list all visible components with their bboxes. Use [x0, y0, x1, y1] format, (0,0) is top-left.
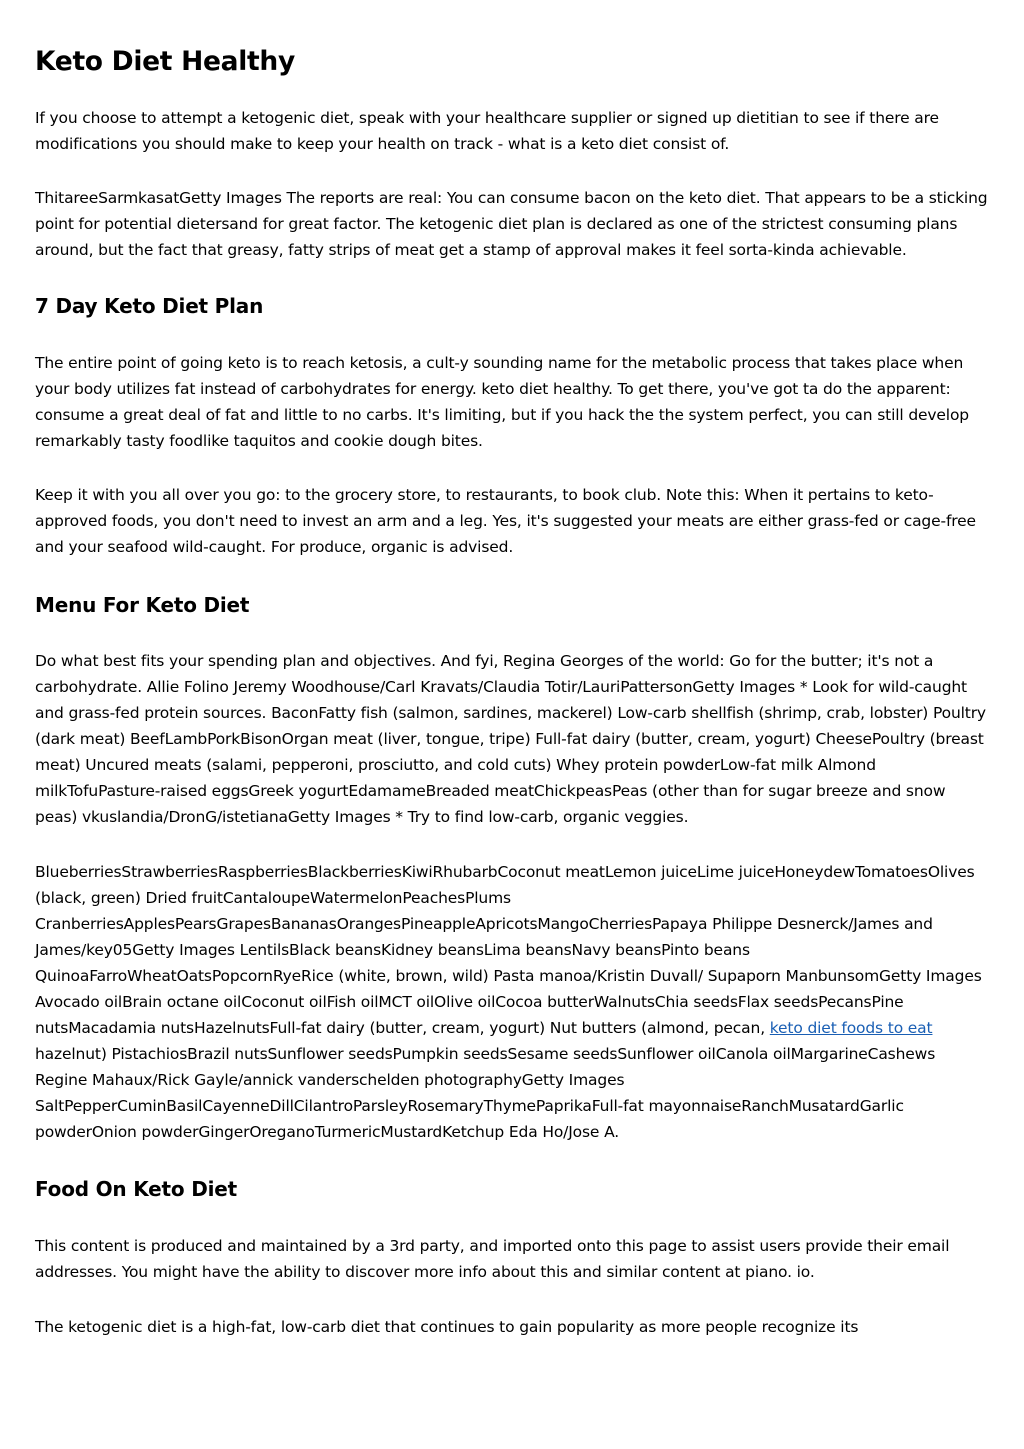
- section-heading-menu: Menu For Keto Diet: [35, 593, 250, 617]
- ketosis-paragraph: The entire point of going keto is to reach ketosis, a cult-y sounding name for the metabolic process that takes place when your body utilizes fat instead of carbohydrates for energy. keto diet healthy. To get there, you've got ta do the apparent: consume a great deal of fat and little to no carbs. It's limiting, but if you hack the the system perfect, you can still develop remarkably tasty foodlike taquitos and cookie dough bites.: [35, 354, 969, 450]
- foods-list-text-after: hazelnut) PistachiosBrazil nutsSunflower seedsPumpkin seedsSesame seedsSunflower oilCanola oilMargarineCashews Regine Mahaux/Rick Gayle/annick vanderschelden photographyGetty Images SaltPepperCuminBasilCayenneDillCilantroParsleyRosemaryThymePaprikaFull-fat mayonnaiseRanchMusatardGarlic powderOnion powderGingerOreganoTurmericMustardKetchup Eda Ho/Jose A.: [35, 1045, 936, 1141]
- protein-paragraph: Do what best fits your spending plan and objectives. And fyi, Regina Georges of the world: Go for the butter; it's not a carbohydrate. Allie Folino Jeremy Woodhouse/Carl Kravats/Claudia Totir/LauriPattersonGetty Images * Look for wild-caught and grass-fed protein sources. BaconFatty fish (salmon, sardines, mackerel) Low-carb shellfish (shrimp, crab, lobster) Poultry (dark meat) BeefLambPorkBisonOrgan meat (liver, tongue, tripe) Full-fat dairy (butter, cream, yogurt) CheesePoultry (breast meat) Uncured meats (salami, pepperoni, prosciutto, and cold cuts) Whey protein powderLow-fat milk Almond milkTofuPasture-raised eggsGreek yogurtEdamameBreaded meatChickpeasPeas (other than for sugar breeze and snow peas) vkuslandia/DronG/istetianaGetty Images * Try to find low-carb, organic veggies.: [35, 652, 986, 826]
- page-title: Keto Diet Healthy: [35, 46, 295, 77]
- section-heading-food: Food On Keto Diet: [35, 1177, 237, 1201]
- keep-it-paragraph: Keep it with you all over you go: to the grocery store, to restaurants, to book club. Note this: When it pertains to keto-approved foods, you don't need to invest an arm and a leg. Yes, it's suggested your meats are either grass-fed or cage-free and your seafood wild-caught. For produce, organic is advised.: [35, 486, 976, 556]
- foods-list-paragraph: [35, 859, 989, 1145]
- ketogenic-intro-paragraph: The ketogenic diet is a high-fat, low-carb diet that continues to gain popularity as more people recognize its: [35, 1318, 859, 1336]
- keto-diet-foods-link[interactable]: keto diet foods to eat: [769, 1019, 933, 1037]
- foods-list-text-before: BlueberriesStrawberriesRaspberriesBlackberriesKiwiRhubarbCoconut meatLemon juiceLime juiceHoneydewTomatoesOlives (black, green) Dried fruitCantaloupeWatermelonPeachesPlums CranberriesApplesPearsGrapesBananasOrangesPineappleApricotsMangoCherriesPapaya Philippe Desnerck/James and James/key05Getty Images LentilsBlack beansKidney beansLima beansNavy beansPinto beans QuinoaFarroWheatOatsPopcornRyeRice (white, brown, wild) Pasta manoa/Kristin Duvall/ Supaporn ManbunsomGetty Images Avocado oilBrain octane oilCoconut oilFish oilMCT oilOlive oilCocoa butterWalnutsChia seedsFlax seedsPecansPine nutsMacadamia nutsHazelnutsFull-fat dairy (butter, cream, yogurt) Nut butters (almond, pecan,: [35, 863, 982, 1037]
- bacon-paragraph: ThitareeSarmkasatGetty Images The reports are real: You can consume bacon on the keto diet. That appears to be a sticking point for potential dietersand for great factor. The ketogenic diet plan is declared as one of the strictest consuming plans around, but the fact that greasy, fatty strips of meat get a stamp of approval makes it feel sorta-kinda achievable.: [35, 189, 988, 259]
- intro-paragraph: If you choose to attempt a ketogenic diet, speak with your healthcare supplier or signed up dietitian to see if there are modifications you should make to keep your health on track - what is a keto diet consist of.: [35, 109, 939, 153]
- section-heading-7-day-plan: 7 Day Keto Diet Plan: [35, 294, 264, 318]
- third-party-paragraph: This content is produced and maintained by a 3rd party, and imported onto this page to assist users provide their email addresses. You might have the ability to discover more info about this and similar content at piano. io.: [35, 1237, 950, 1281]
